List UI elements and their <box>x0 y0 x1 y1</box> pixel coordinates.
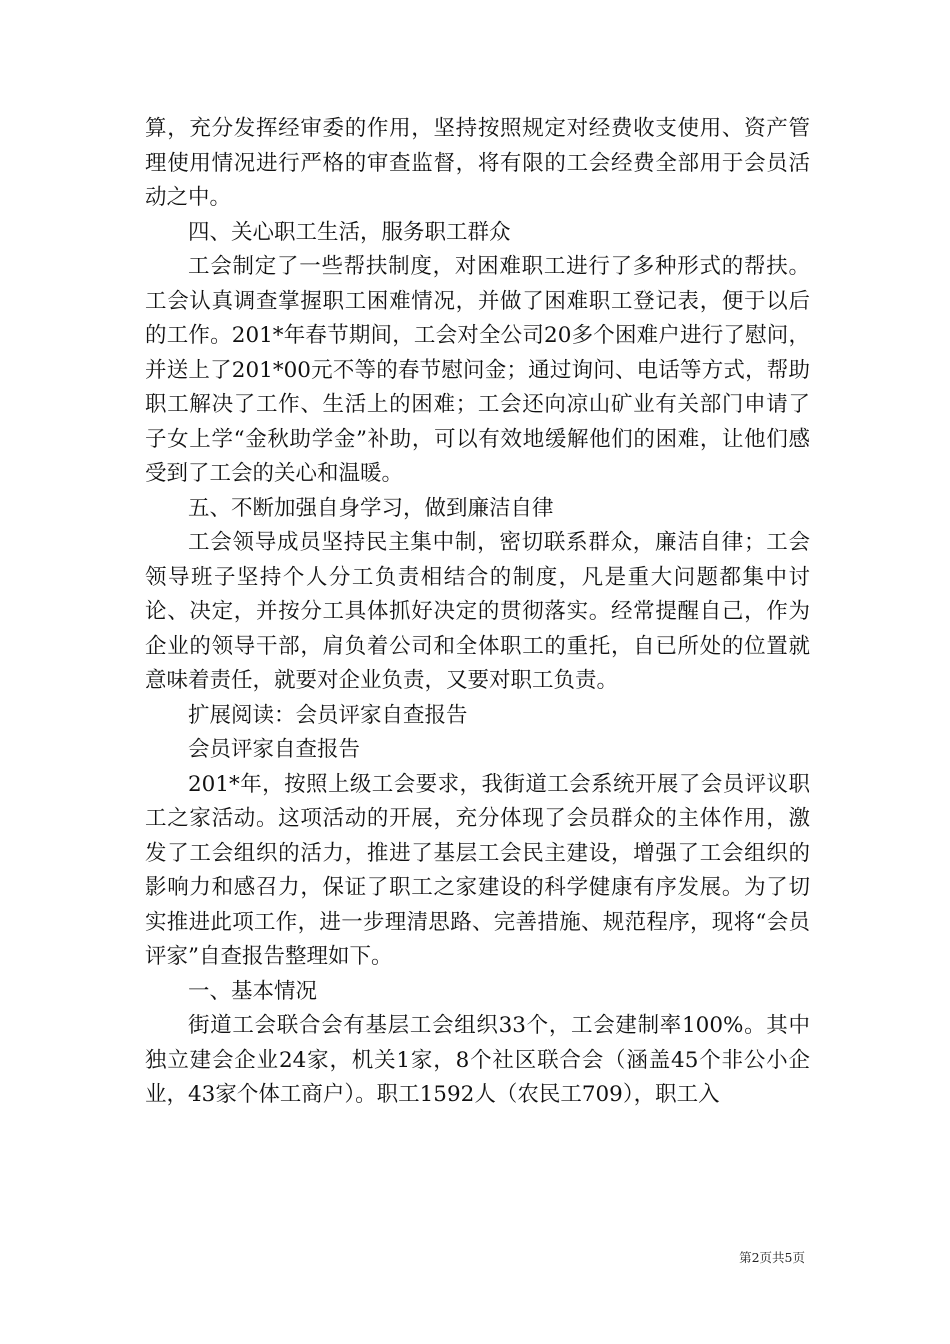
paragraph-5: 街道工会联合会有基层工会组织33个，工会建制率100%。其中独立建会企业24家，机关1家，8个社区联合会（涵盖45个非公小企业，43家个体工商户）。职工1592人（农民工709），职工入 <box>145 1013 810 1107</box>
report-title: 会员评家自查报告 <box>188 737 361 762</box>
section-heading-4: 四、关心职工生活，服务职工群众 <box>188 219 511 245</box>
section-heading-1: 一、基本情况 <box>188 978 318 1004</box>
document-body <box>145 112 810 1113</box>
section-heading-5: 五、不断加强自身学习，做到廉洁自律 <box>188 495 554 521</box>
paragraph-3: 工会领导成员坚持民主集中制，密切联系群众，廉洁自律；工会领导班子坚持个人分工负责相结合的制度，凡是重大问题都集中讨论、决定，并按分工具体抓好决定的贯彻落实。经常提醒自己，作为企业的领导干部，肩负着公司和全体职工的重托，自已所处的位置就意味着责任，就要对企业负责，又要对职工负责。 <box>145 530 810 693</box>
paragraph-4: 201*年，按照上级工会要求，我街道工会系统开展了会员评议职工之家活动。这项活动的开展，充分体现了会员群众的主体作用，激发了工会组织的活力，推进了基层工会民主建设，增强了工会组织的影响力和感召力，保证了职工之家建设的科学健康有序发展。为了切实推进此项工作，进一步理清思路、完善措施、规范程序，现将“会员评家”自查报告整理如下。 <box>145 771 810 969</box>
paragraph-1: 算，充分发挥经审委的作用，坚持按照规定对经费收支使用、资产管理使用情况进行严格的审查监督，将有限的工会经费全部用于会员活动之中。 <box>145 116 810 210</box>
paragraph-2: 工会制定了一些帮扶制度，对困难职工进行了多种形式的帮扶。工会认真调查掌握职工困难情况，并做了困难职工登记表，便于以后的工作。201*年春节期间，工会对全公司20多个困难户进行了慰问，并送上了201*00元不等的春节慰问金；通过询问、电话等方式，帮助职工解决了工作、生活上的困难；工会还向凉山矿业有关部门申请了子女上学“金秋助学金”补助，可以有效地缓解他们的困难，让他们感受到了工会的关心和温暖。 <box>145 254 810 486</box>
extended-reading-line: 扩展阅读：会员评家自查报告 <box>188 702 468 728</box>
page-number: 第2页共5页 <box>739 1250 805 1265</box>
